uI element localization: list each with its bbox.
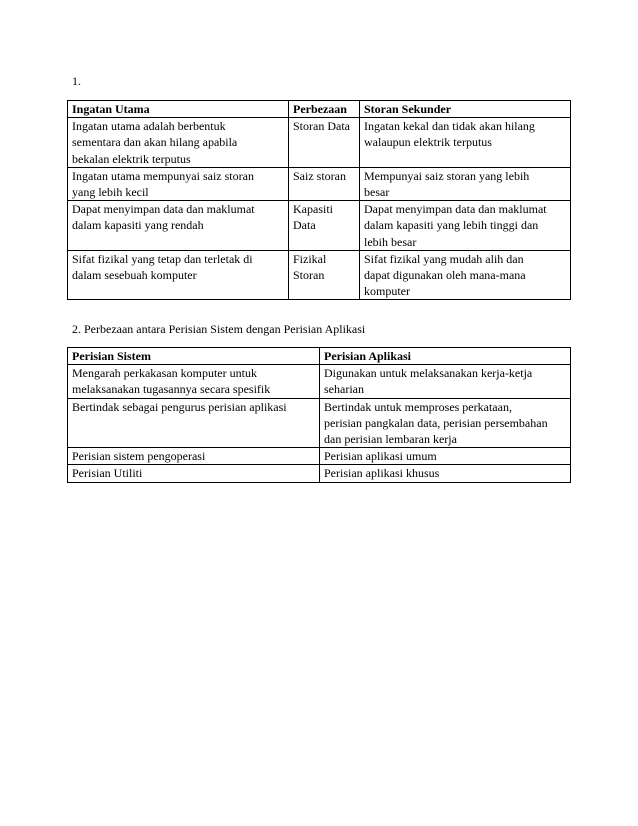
column-header-perbezaan: Perbezaan bbox=[289, 101, 360, 118]
table-cell: Storan Data bbox=[289, 118, 360, 168]
table-cell: Sifat fizikal yang mudah alih dan dapat digunakan oleh mana-mana komputer bbox=[360, 250, 571, 300]
comparison-table-software bbox=[67, 347, 571, 483]
table-cell: Perisian aplikasi umum bbox=[320, 448, 571, 465]
table-cell: Mengarah perkakasan komputer untuk melaksanakan tugasannya secara spesifik bbox=[68, 365, 320, 398]
table-row bbox=[68, 365, 571, 398]
table-cell: Saiz storan bbox=[289, 167, 360, 200]
column-header-perisian-aplikasi: Perisian Aplikasi bbox=[320, 348, 571, 365]
table-row bbox=[68, 118, 571, 168]
table-cell: Fizikal Storan bbox=[289, 250, 360, 300]
table-cell: Mempunyai saiz storan yang lebih besar bbox=[360, 167, 571, 200]
table-header-row bbox=[68, 101, 571, 118]
table-cell: Sifat fizikal yang tetap dan terletak di dalam sesebuah komputer bbox=[68, 250, 289, 300]
table-cell: Ingatan utama mempunyai saiz storan yang lebih kecil bbox=[68, 167, 289, 200]
section-1-number: 1. bbox=[72, 74, 81, 88]
column-header-storan-sekunder: Storan Sekunder bbox=[360, 101, 571, 118]
table-row bbox=[68, 398, 571, 448]
table-cell: Digunakan untuk melaksanakan kerja-ketja seharian bbox=[320, 365, 571, 398]
table-cell: Dapat menyimpan data dan maklumat dalam kapasiti yang rendah bbox=[68, 201, 289, 251]
table-row bbox=[68, 250, 571, 300]
table-row bbox=[68, 167, 571, 200]
table-cell: Bertindak sebagai pengurus perisian aplikasi bbox=[68, 398, 320, 448]
table-row bbox=[68, 448, 571, 465]
table-cell: Ingatan utama adalah berbentuk sementara dan akan hilang apabila bekalan elektrik terputus bbox=[68, 118, 289, 168]
table-row bbox=[68, 465, 571, 482]
column-header-ingatan-utama: Ingatan Utama bbox=[68, 101, 289, 118]
table-row bbox=[68, 201, 571, 251]
table-cell: Perisian sistem pengoperasi bbox=[68, 448, 320, 465]
section-2-title: 2. Perbezaan antara Perisian Sistem dengan Perisian Aplikasi bbox=[72, 322, 366, 336]
table-cell: Dapat menyimpan data dan maklumat dalam kapasiti yang lebih tinggi dan lebih besar bbox=[360, 201, 571, 251]
table-header-row bbox=[68, 348, 571, 365]
comparison-table-memory-storage bbox=[67, 100, 571, 300]
table-cell: Ingatan kekal dan tidak akan hilang walaupun elektrik terputus bbox=[360, 118, 571, 168]
column-header-perisian-sistem: Perisian Sistem bbox=[68, 348, 320, 365]
table-cell: Bertindak untuk memproses perkataan, perisian pangkalan data, perisian persembahan dan perisian lembaran kerja bbox=[320, 398, 571, 448]
table-cell: Perisian Utiliti bbox=[68, 465, 320, 482]
table-cell: Perisian aplikasi khusus bbox=[320, 465, 571, 482]
table-cell: Kapasiti Data bbox=[289, 201, 360, 251]
